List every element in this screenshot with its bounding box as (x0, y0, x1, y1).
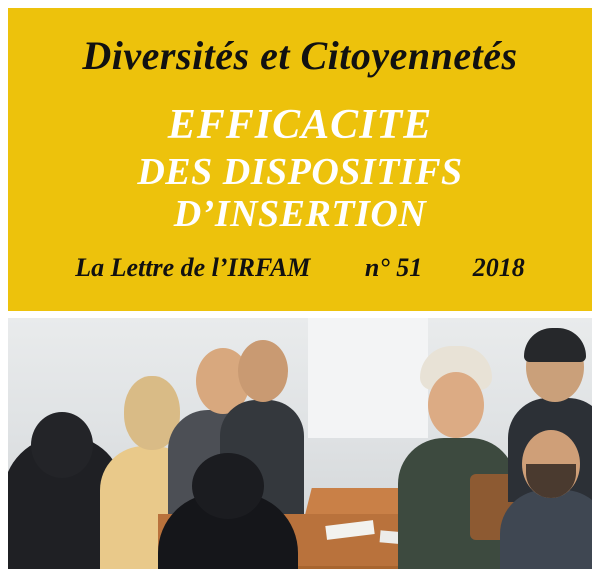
publisher-name: La Lettre de l’IRFAM (75, 253, 311, 282)
cover-photograph (8, 318, 592, 569)
photo-person-man-right-seated (500, 430, 592, 569)
photo-person-head (238, 340, 288, 402)
journal-title: Diversités et Citoyennetés (82, 33, 518, 78)
photo-person-head (192, 453, 264, 519)
issue-theme-line-3: D’INSERTION (173, 192, 427, 235)
photo-person-body (500, 490, 592, 569)
photo-person-hair (524, 328, 586, 362)
publication-year: 2018 (472, 253, 525, 282)
issue-theme (8, 103, 592, 234)
photo-person-woman-with-beanie (398, 346, 516, 569)
issue-theme-line-2: DES DISPOSITIFS (137, 150, 463, 193)
cover-header-block (8, 8, 592, 311)
photo-person-foreground (158, 453, 298, 569)
issue-number: n° 51 (364, 253, 423, 282)
photo-person-head (428, 372, 484, 438)
issue-theme-line-1: EFFICACITE (167, 102, 433, 148)
photo-person-head (31, 412, 93, 478)
cover-meta-row (8, 253, 592, 283)
